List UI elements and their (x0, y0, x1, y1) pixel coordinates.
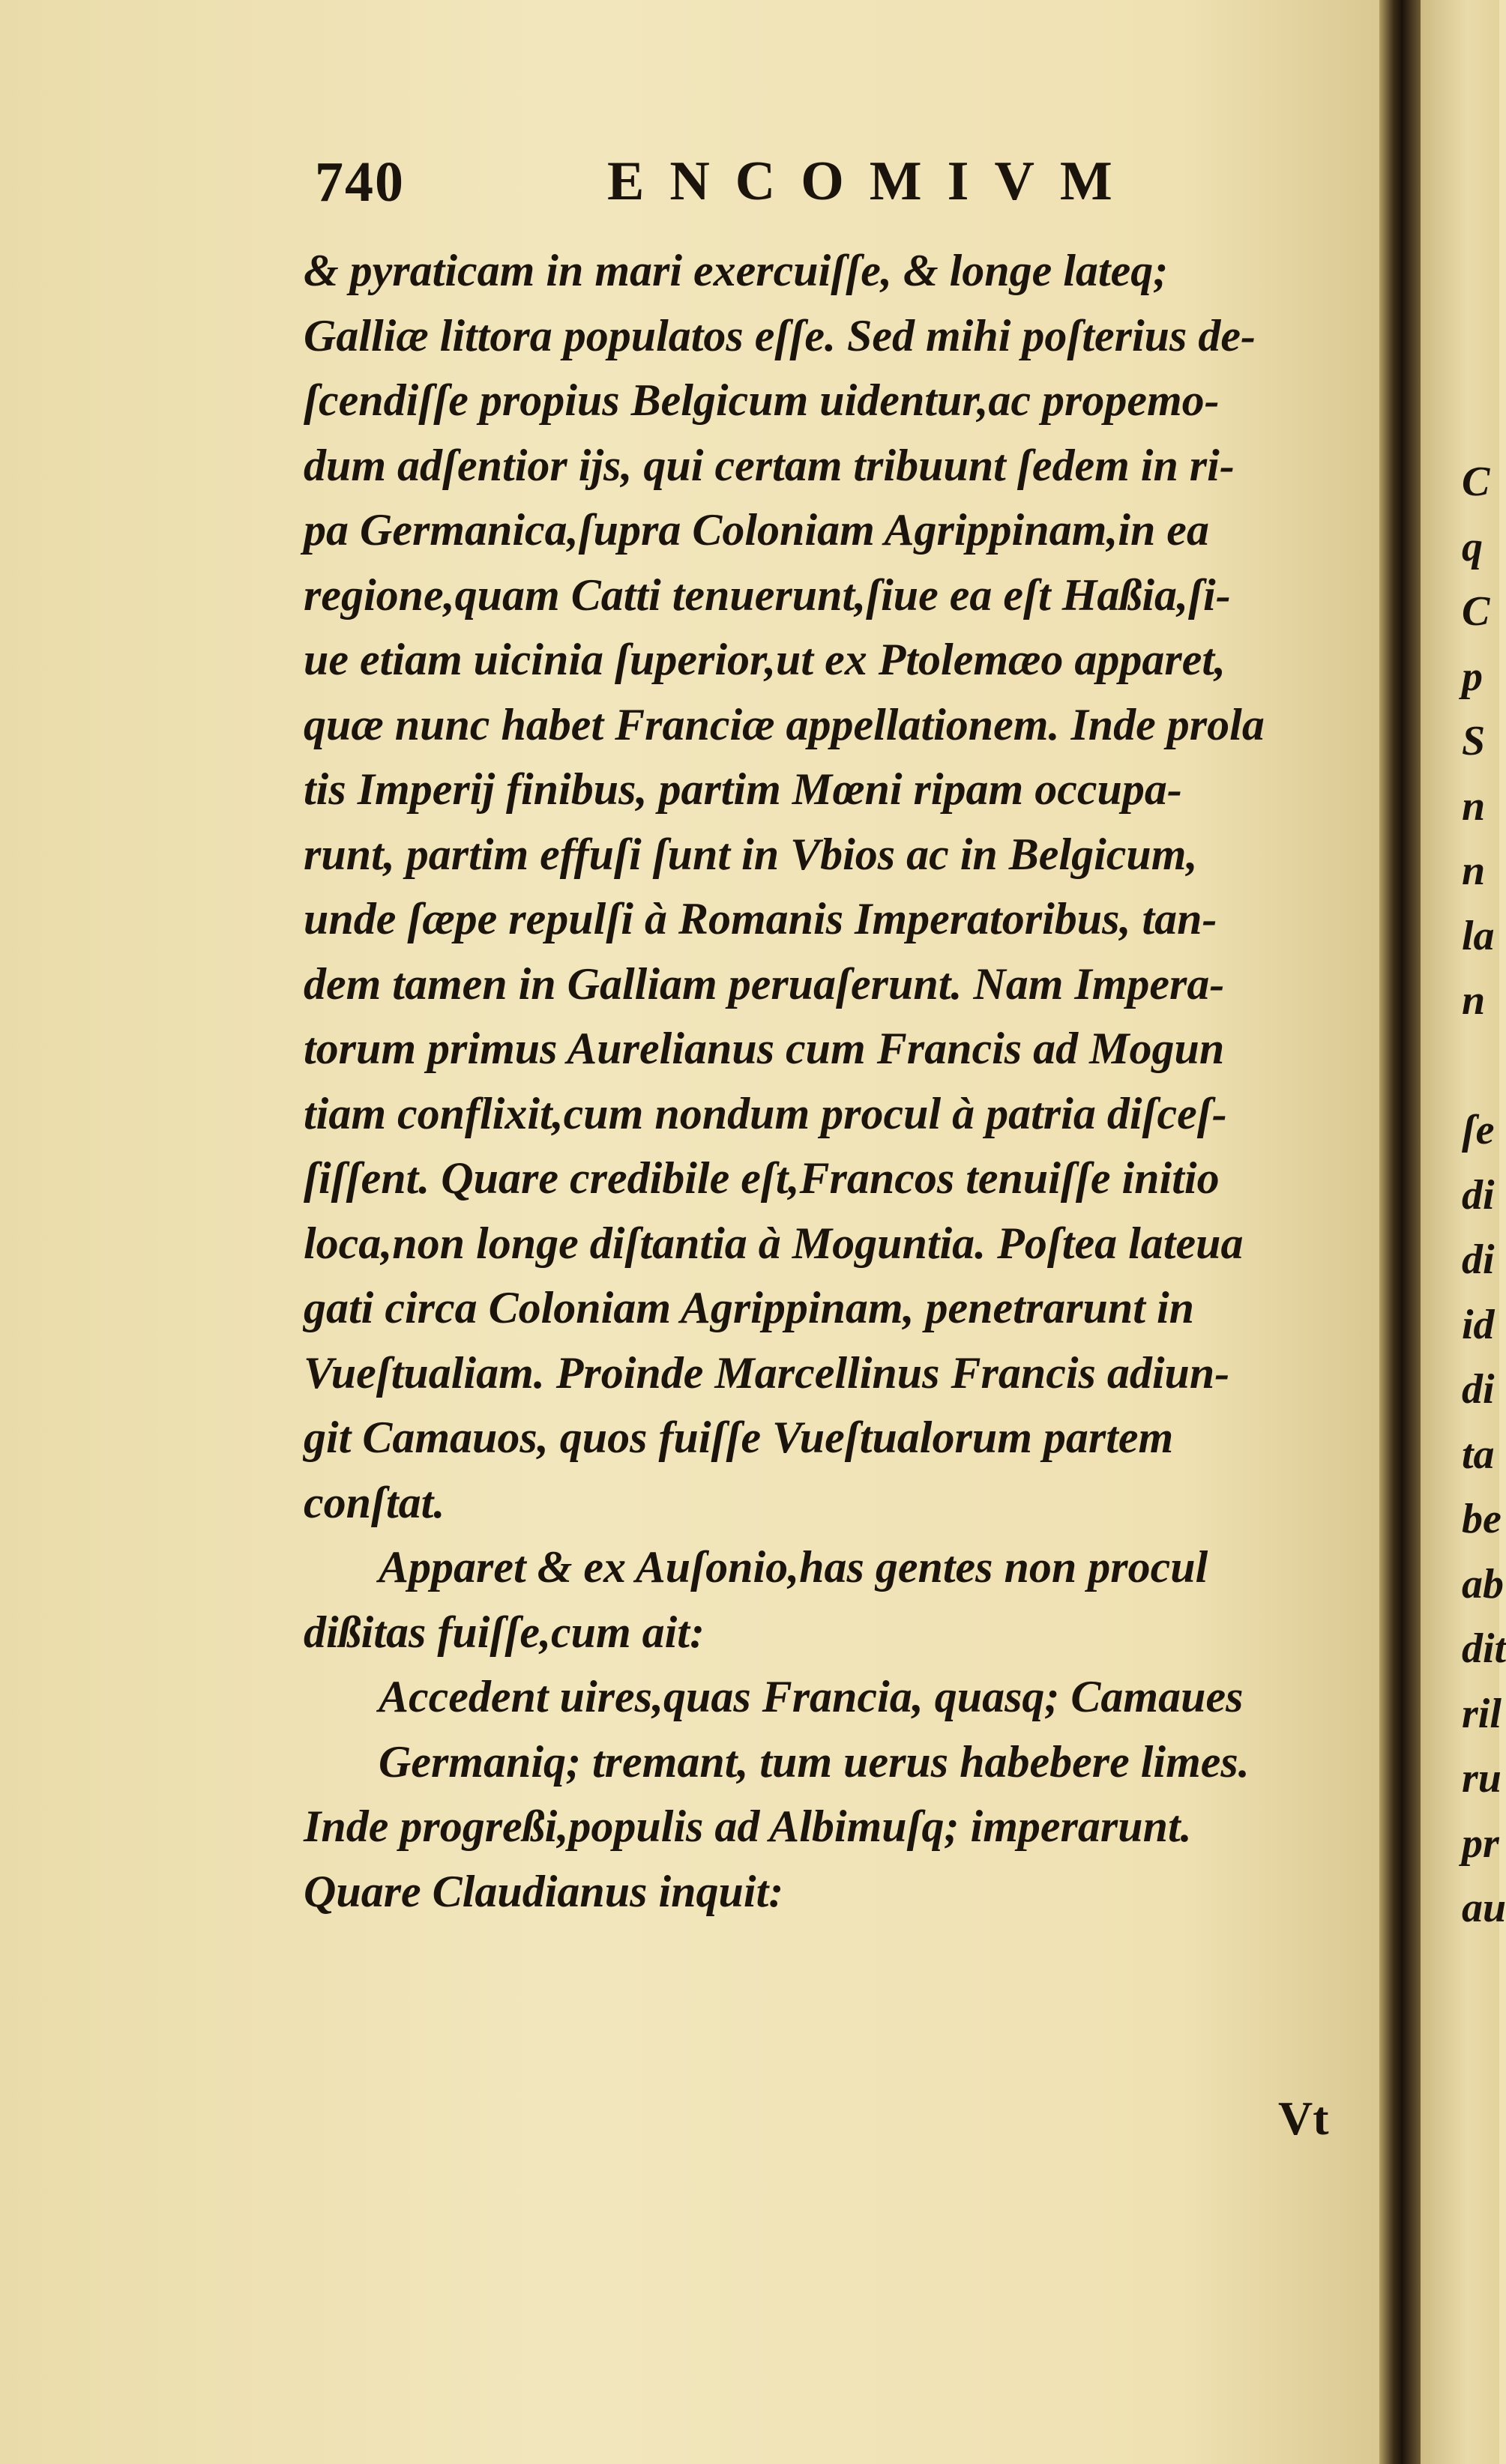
text-line: Quare Claudianus inquit: (304, 1866, 784, 1916)
facing-fragment: pr (1462, 1820, 1499, 1867)
facing-fragment: la (1462, 912, 1495, 959)
text-line: dem tamen in Galliam peruaſerunt. Nam Impera- (304, 958, 1225, 1009)
text-line: tis Imperij finibus, partim Mœni ripam occupa- (304, 764, 1182, 814)
facing-fragment: di (1462, 1236, 1495, 1283)
facing-fragment: ab (1462, 1560, 1504, 1607)
facing-fragment: ſe (1462, 1107, 1495, 1153)
facing-fragment: n (1462, 782, 1486, 830)
facing-fragment: S (1462, 718, 1486, 764)
page-header (315, 150, 1364, 217)
text-line: Apparet & ex Auſonio,has gentes non procul (379, 1542, 1208, 1592)
text-line: ue etiam uicinia ſuperior,ut ex Ptolemæo apparet, (304, 635, 1226, 684)
text-line: dum adſentior ijs, qui certam tribuunt ſedem in ri- (304, 440, 1235, 490)
text-line: conſtat. (304, 1477, 445, 1527)
body-text (304, 238, 1353, 1924)
text-line: pa Germanica,ſupra Coloniam Agrippinam,in ea (304, 505, 1209, 555)
page-number: 740 (315, 151, 405, 214)
facing-fragment: dit (1462, 1625, 1506, 1672)
facing-fragment: C (1462, 459, 1490, 505)
text-line: git Camauos, quos fuiſſe Vueſtualorum partem (304, 1413, 1174, 1462)
facing-fragment: n (1462, 848, 1486, 894)
facing-fragment: q (1462, 523, 1483, 570)
catchword: Vt (1278, 2092, 1329, 2145)
text-line: Galliæ littora populatos eſſe. Sed mihi poſterius de- (304, 310, 1256, 360)
text-line: dißitas fuiſſe,cum ait: (304, 1607, 705, 1657)
facing-fragment: au (1462, 1885, 1506, 1931)
facing-fragment: di (1462, 1366, 1495, 1413)
facing-fragment: id (1462, 1301, 1495, 1348)
text-line: tiam conflixit,cum nondum procul à patria diſceſ- (304, 1088, 1227, 1138)
text-line: quæ nunc habet Franciæ appellationem. Inde prola (304, 699, 1265, 749)
text-line: unde ſæpe repulſi à Romanis Imperatoribus, tan- (304, 894, 1217, 943)
facing-fragment: C (1462, 588, 1490, 635)
text-line: ſcendiſſe propius Belgicum uidentur,ac propemo- (304, 375, 1220, 425)
verse-line: Accedent uires,quas Francia, quasq; Camaues (379, 1672, 1244, 1721)
text-line: torum primus Aurelianus cum Francis ad Mogun (304, 1024, 1225, 1073)
text-line: & pyraticam in mari exercuiſſe, & longe lateq; (304, 246, 1169, 295)
book-gutter (1379, 0, 1421, 2464)
facing-fragment: ta (1462, 1431, 1495, 1478)
facing-fragment: p (1462, 653, 1483, 700)
text-line: gati circa Coloniam Agrippinam, penetrarunt in (304, 1283, 1194, 1332)
facing-page-text (1462, 450, 1506, 1941)
text-line: ſiſſent. Quare credibile eſt,Francos tenuiſſe initio (304, 1153, 1220, 1203)
facing-fragment: be (1462, 1496, 1502, 1542)
text-line: loca,non longe diſtantia à Moguntia. Poſtea lateua (304, 1218, 1244, 1268)
text-line: runt, partim effuſi ſunt in Vbios ac in Belgicum, (304, 829, 1198, 879)
facing-fragment: ru (1462, 1755, 1502, 1802)
facing-fragment: n (1462, 977, 1486, 1024)
facing-fragment (1462, 1033, 1499, 1099)
verse-line: Germaniq; tremant, tum uerus habebere limes. (379, 1736, 1250, 1787)
text-line: Inde progreßi,populis ad Albimuſq; imperarunt. (304, 1802, 1192, 1851)
facing-fragment: ril (1462, 1690, 1502, 1737)
facing-fragment: di (1462, 1171, 1495, 1219)
running-title: ENCOMIVM (607, 151, 1138, 212)
text-line: regione,quam Catti tenuerunt,ſiue ea eſt Haßia,ſi- (304, 570, 1231, 620)
text-line: Vueſtualiam. Proinde Marcellinus Francis adiun- (304, 1347, 1230, 1398)
